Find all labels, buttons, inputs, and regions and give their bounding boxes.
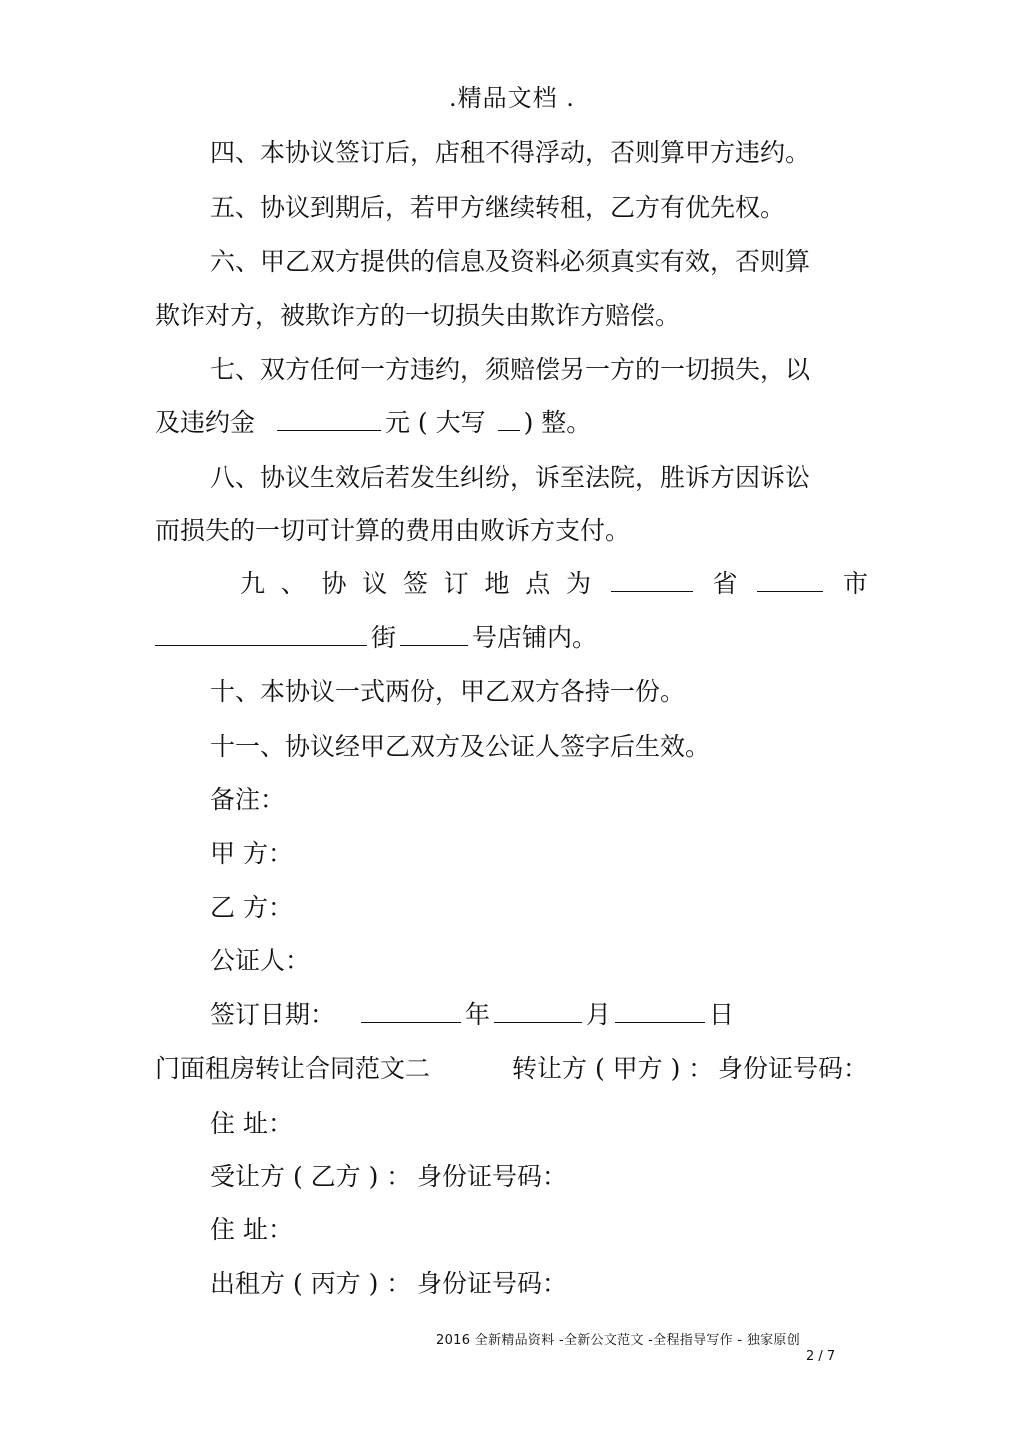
shop-number-blank <box>400 623 468 646</box>
page-footer: 2016 全新精品资料 -全新公文范文 -全程指导写作 - 独家原创 <box>436 1333 801 1348</box>
page-number: 2 / 7 <box>806 1349 836 1364</box>
page-header: .精品文档 . <box>449 84 575 112</box>
signing-date-line <box>210 998 734 1032</box>
day-blank <box>615 1000 705 1023</box>
clause-10: 十、本协议一式两份，甲乙双方各持一份。 <box>210 677 686 706</box>
province-blank <box>611 569 693 592</box>
transferee-id-label: 身份证号码： <box>417 1162 568 1191</box>
month-blank <box>494 1000 582 1023</box>
transferor-address-label: 住 址： <box>210 1109 293 1138</box>
clause-9-city: 市 <box>842 569 868 598</box>
penalty-amount-words-blank <box>498 408 520 431</box>
transferee-address-label: 住 址： <box>210 1215 293 1244</box>
clause-9-line2 <box>155 621 597 655</box>
clause-8-line2: 而损失的一切可计算的费用由败诉方支付。 <box>155 516 631 545</box>
clause-7-text-a: 及违约金 <box>155 408 256 437</box>
note-label: 备注： <box>210 785 286 814</box>
clause-9-street: 街 <box>371 623 397 652</box>
clause-9-province: 省 <box>712 569 738 598</box>
transferor-id-label: 身份证号码： <box>718 1054 869 1083</box>
lessor-label: 出租方 ( 丙方 ) ： <box>210 1269 412 1298</box>
year-blank <box>361 1000 461 1023</box>
clause-4: 四、本协议签订后，店租不得浮动，否则算甲方违约。 <box>210 138 811 167</box>
notary-label: 公证人： <box>210 946 311 975</box>
clause-6-line1: 六、甲乙双方提供的信息及资料必须真实有效，否则算 <box>210 247 811 276</box>
clause-7-line1: 七、双方任何一方违约，须赔偿另一方的一切损失，以 <box>210 355 811 384</box>
clause-9-char: 点 <box>525 569 551 598</box>
day-label: 日 <box>709 1000 735 1029</box>
lessor-id-label: 身份证号码： <box>417 1269 568 1298</box>
clause-9-char: 订 <box>443 569 469 598</box>
sample2-title: 门面租房转让合同范文二 <box>155 1054 431 1083</box>
clause-9-line1 <box>240 567 868 601</box>
year-label: 年 <box>465 1000 491 1029</box>
street-blank <box>155 623 367 646</box>
transferor-label: 转让方 ( 甲方 ) ： <box>512 1054 714 1083</box>
clause-9-char: 、 <box>280 569 306 598</box>
clause-9-char: 九 <box>240 569 266 598</box>
clause-5: 五、协议到期后，若甲方继续转租，乙方有优先权。 <box>210 193 786 222</box>
clause-8-line1: 八、协议生效后若发生纠纷，诉至法院，胜诉方因诉讼 <box>210 463 811 492</box>
clause-11: 十一、协议经甲乙双方及公证人签字后生效。 <box>210 732 711 761</box>
penalty-amount-blank <box>277 408 381 431</box>
clause-9-char: 为 <box>566 569 592 598</box>
transferee-label: 受让方 ( 乙方 ) ： <box>210 1162 412 1191</box>
clause-9-char: 协 <box>321 569 347 598</box>
party-a-label: 甲 方： <box>210 839 293 868</box>
clause-7-line2 <box>155 406 591 440</box>
clause-9-shop: 号店铺内。 <box>472 623 598 652</box>
month-label: 月 <box>586 1000 612 1029</box>
clause-9-char: 地 <box>484 569 510 598</box>
clause-9-char: 签 <box>403 569 429 598</box>
city-blank <box>757 569 823 592</box>
signing-date-label: 签订日期： <box>210 1000 336 1029</box>
clause-7-text-c: ) 整。 <box>523 408 592 437</box>
party-b-label: 乙 方： <box>210 893 293 922</box>
clause-7-text-b: 元 ( 大写 <box>384 408 486 437</box>
clause-6-line2: 欺诈对方，被欺诈方的一切损失由欺诈方赔偿。 <box>155 301 681 330</box>
clause-9-char: 议 <box>362 569 388 598</box>
